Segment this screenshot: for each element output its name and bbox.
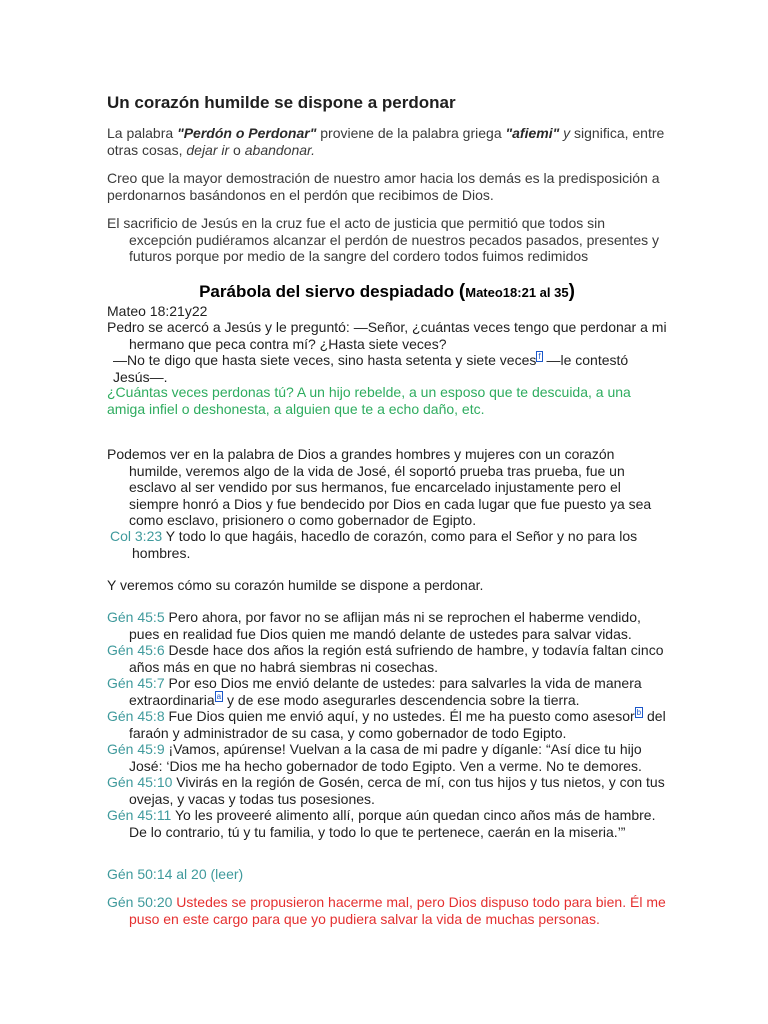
verse-text: —No te digo que hasta siete veces, sino hasta setenta y siete veces xyxy=(113,352,537,368)
joseph-transition: Y veremos cómo su corazón humilde se dispone a perdonar. xyxy=(107,577,484,593)
verse-reference[interactable]: Gén 45:6 xyxy=(107,642,165,658)
reflection-question: ¿Cuántas veces perdonas tú? A un hijo rebelde, a un esposo que te descuida, a una amiga infiel o deshonesta, a alguien que te a echo daño, etc. xyxy=(107,384,631,417)
intro-text: proviene de la palabra griega xyxy=(316,125,506,141)
verse-reference[interactable]: Gén 45:11 xyxy=(107,807,172,823)
genesis-verse xyxy=(107,807,667,840)
joseph-paragraph: Podemos ver en la palabra de Dios a grandes hombres y mujeres con un corazón humilde, veremos algo de la vida de José, él soportó prueba tras prueba, fue un esclavo al ser vendido por sus hermanos, fue encarcelado injustamente pero el siempre honró a Dios y fue bendecido por Dios en cada lugar que fue puesto ya sea como esclavo, prisionero o como gobernador de Egipto. xyxy=(107,446,652,528)
verse-reference[interactable]: Gén 50:20 xyxy=(107,894,173,910)
genesis-verse xyxy=(107,642,667,675)
verse-text: Yo les proveeré alimento allí, porque aún quedan cinco años más de hambre. De lo contrario, tú y tu familia, y todo lo que te pertenece, caerán en la miseria.’” xyxy=(129,807,656,840)
intro-text: dejar ir xyxy=(186,141,230,158)
verse-reference[interactable]: Gén 45:5 xyxy=(107,609,165,625)
intro-paragraph-2: Creo que la mayor demostración de nuestro amor hacia los demás es la predisposición a perdonarnos basándonos en el perdón que recibimos de Dios. xyxy=(107,170,660,203)
genesis-verse xyxy=(107,774,667,807)
intro-paragraph-1 xyxy=(107,125,667,158)
parable-title xyxy=(107,282,667,303)
verse-reference[interactable]: Gén 45:10 xyxy=(107,774,173,790)
verse-text: Por eso Dios me envió delante de ustedes: para salvarles la vida de manera extraordinaria xyxy=(129,675,642,708)
verse-text: ¡Vamos, apúrense! Vuelvan a la casa de mi padre y díganle: “Así dice tu hijo José: ‘Dios me ha hecho gobernador de todo Egipto. Ven a verme. No te demores. xyxy=(129,741,642,774)
genesis-verse xyxy=(107,609,667,642)
verse-reference[interactable]: Gén 45:7 xyxy=(107,675,165,691)
intro-text: abandonar. xyxy=(244,141,316,158)
parable-title-text: Parábola del siervo despiadado xyxy=(199,282,459,301)
page-title: Un corazón humilde se dispone a perdonar xyxy=(107,93,456,112)
genesis-verse xyxy=(107,741,667,774)
verse-reference[interactable]: Gén 45:9 xyxy=(107,741,165,757)
term-perdon: "Perdón o Perdonar" xyxy=(177,125,317,141)
verse-text: y de ese modo asegurarles descendencia sobre la tierra. xyxy=(223,691,580,708)
final-verse xyxy=(107,894,689,927)
term-afiemi: "afiemi" xyxy=(505,125,560,141)
genesis-verse xyxy=(107,708,667,741)
footnote-link[interactable]: a xyxy=(216,691,222,701)
verse-text: Desde hace dos años la región está sufriendo de hambre, y todavía faltan cinco años más en que no habrá siembras ni cosechas. xyxy=(129,642,664,675)
verse-text: Pero ahora, por favor no se aflijan más ni se reprochen el haberme vendido, pues en realidad fue Dios quien me mandó delante de ustedes para salvar vidas. xyxy=(129,609,641,642)
verse-text: Y todo lo que hagáis, hacedlo de corazón, como para el Señor y no para los hombres. xyxy=(132,528,638,561)
verse-text: del faraón y administrador de su casa, y como gobernador de todo Egipto. xyxy=(129,708,666,741)
verse-text: Pedro se acercó a Jesús y le preguntó: —Señor, ¿cuántas veces tengo que perdonar a mi hermano que peca contra mí? ¿Hasta siete veces? xyxy=(107,319,667,352)
verse-text: —le contestó Jesús—. xyxy=(113,352,629,385)
verse-reference[interactable]: Gén 45:8 xyxy=(107,708,165,724)
footnote-link[interactable]: f xyxy=(538,352,541,361)
intro-text: La palabra xyxy=(107,125,178,141)
footnote-link[interactable]: b xyxy=(636,708,642,717)
genesis-verses xyxy=(107,609,667,840)
intro-paragraph-3: El sacrificio de Jesús en la cruz fue el acto de justicia que permitió que todos sin excepción pudiéramos alcanzar el perdón de nuestros pecados pasados, presentes y futuros porque por medio de la sangre del cordero todos fuimos redimidos xyxy=(107,215,659,264)
parable-paren: ( xyxy=(458,281,466,302)
verse-text: Ustedes se propusieron hacerme mal, pero Dios dispuso todo para bien. Él me puso en este cargo para que yo pudiera salvar la vida de muchas personas. xyxy=(129,894,666,927)
verse-reference: Mateo 18:21y22 xyxy=(107,303,208,319)
verse-text: Vivirás en la región de Gosén, cerca de mí, con tus hijos y tus nietos, y con tus ovejas, y vacas y todas tus posesiones. xyxy=(129,774,665,807)
parable-paren: ) xyxy=(568,281,575,302)
col-verse xyxy=(110,528,667,561)
verse-text-2 xyxy=(113,352,653,385)
parable-reference: Mateo18:21 al 35 xyxy=(465,285,569,300)
reading-reference[interactable]: Gén 50:14 al 20 (leer) xyxy=(107,866,244,882)
intro-text: y xyxy=(559,125,571,141)
intro-text: significa, entre otras cosas, xyxy=(107,125,665,158)
genesis-verse xyxy=(107,675,667,708)
intro-text: o xyxy=(229,141,245,158)
verse-reference[interactable]: Col 3:23 xyxy=(110,528,163,544)
verse-text: Fue Dios quien me envió aquí, y no ustedes. Él me ha puesto como asesor xyxy=(164,708,635,724)
